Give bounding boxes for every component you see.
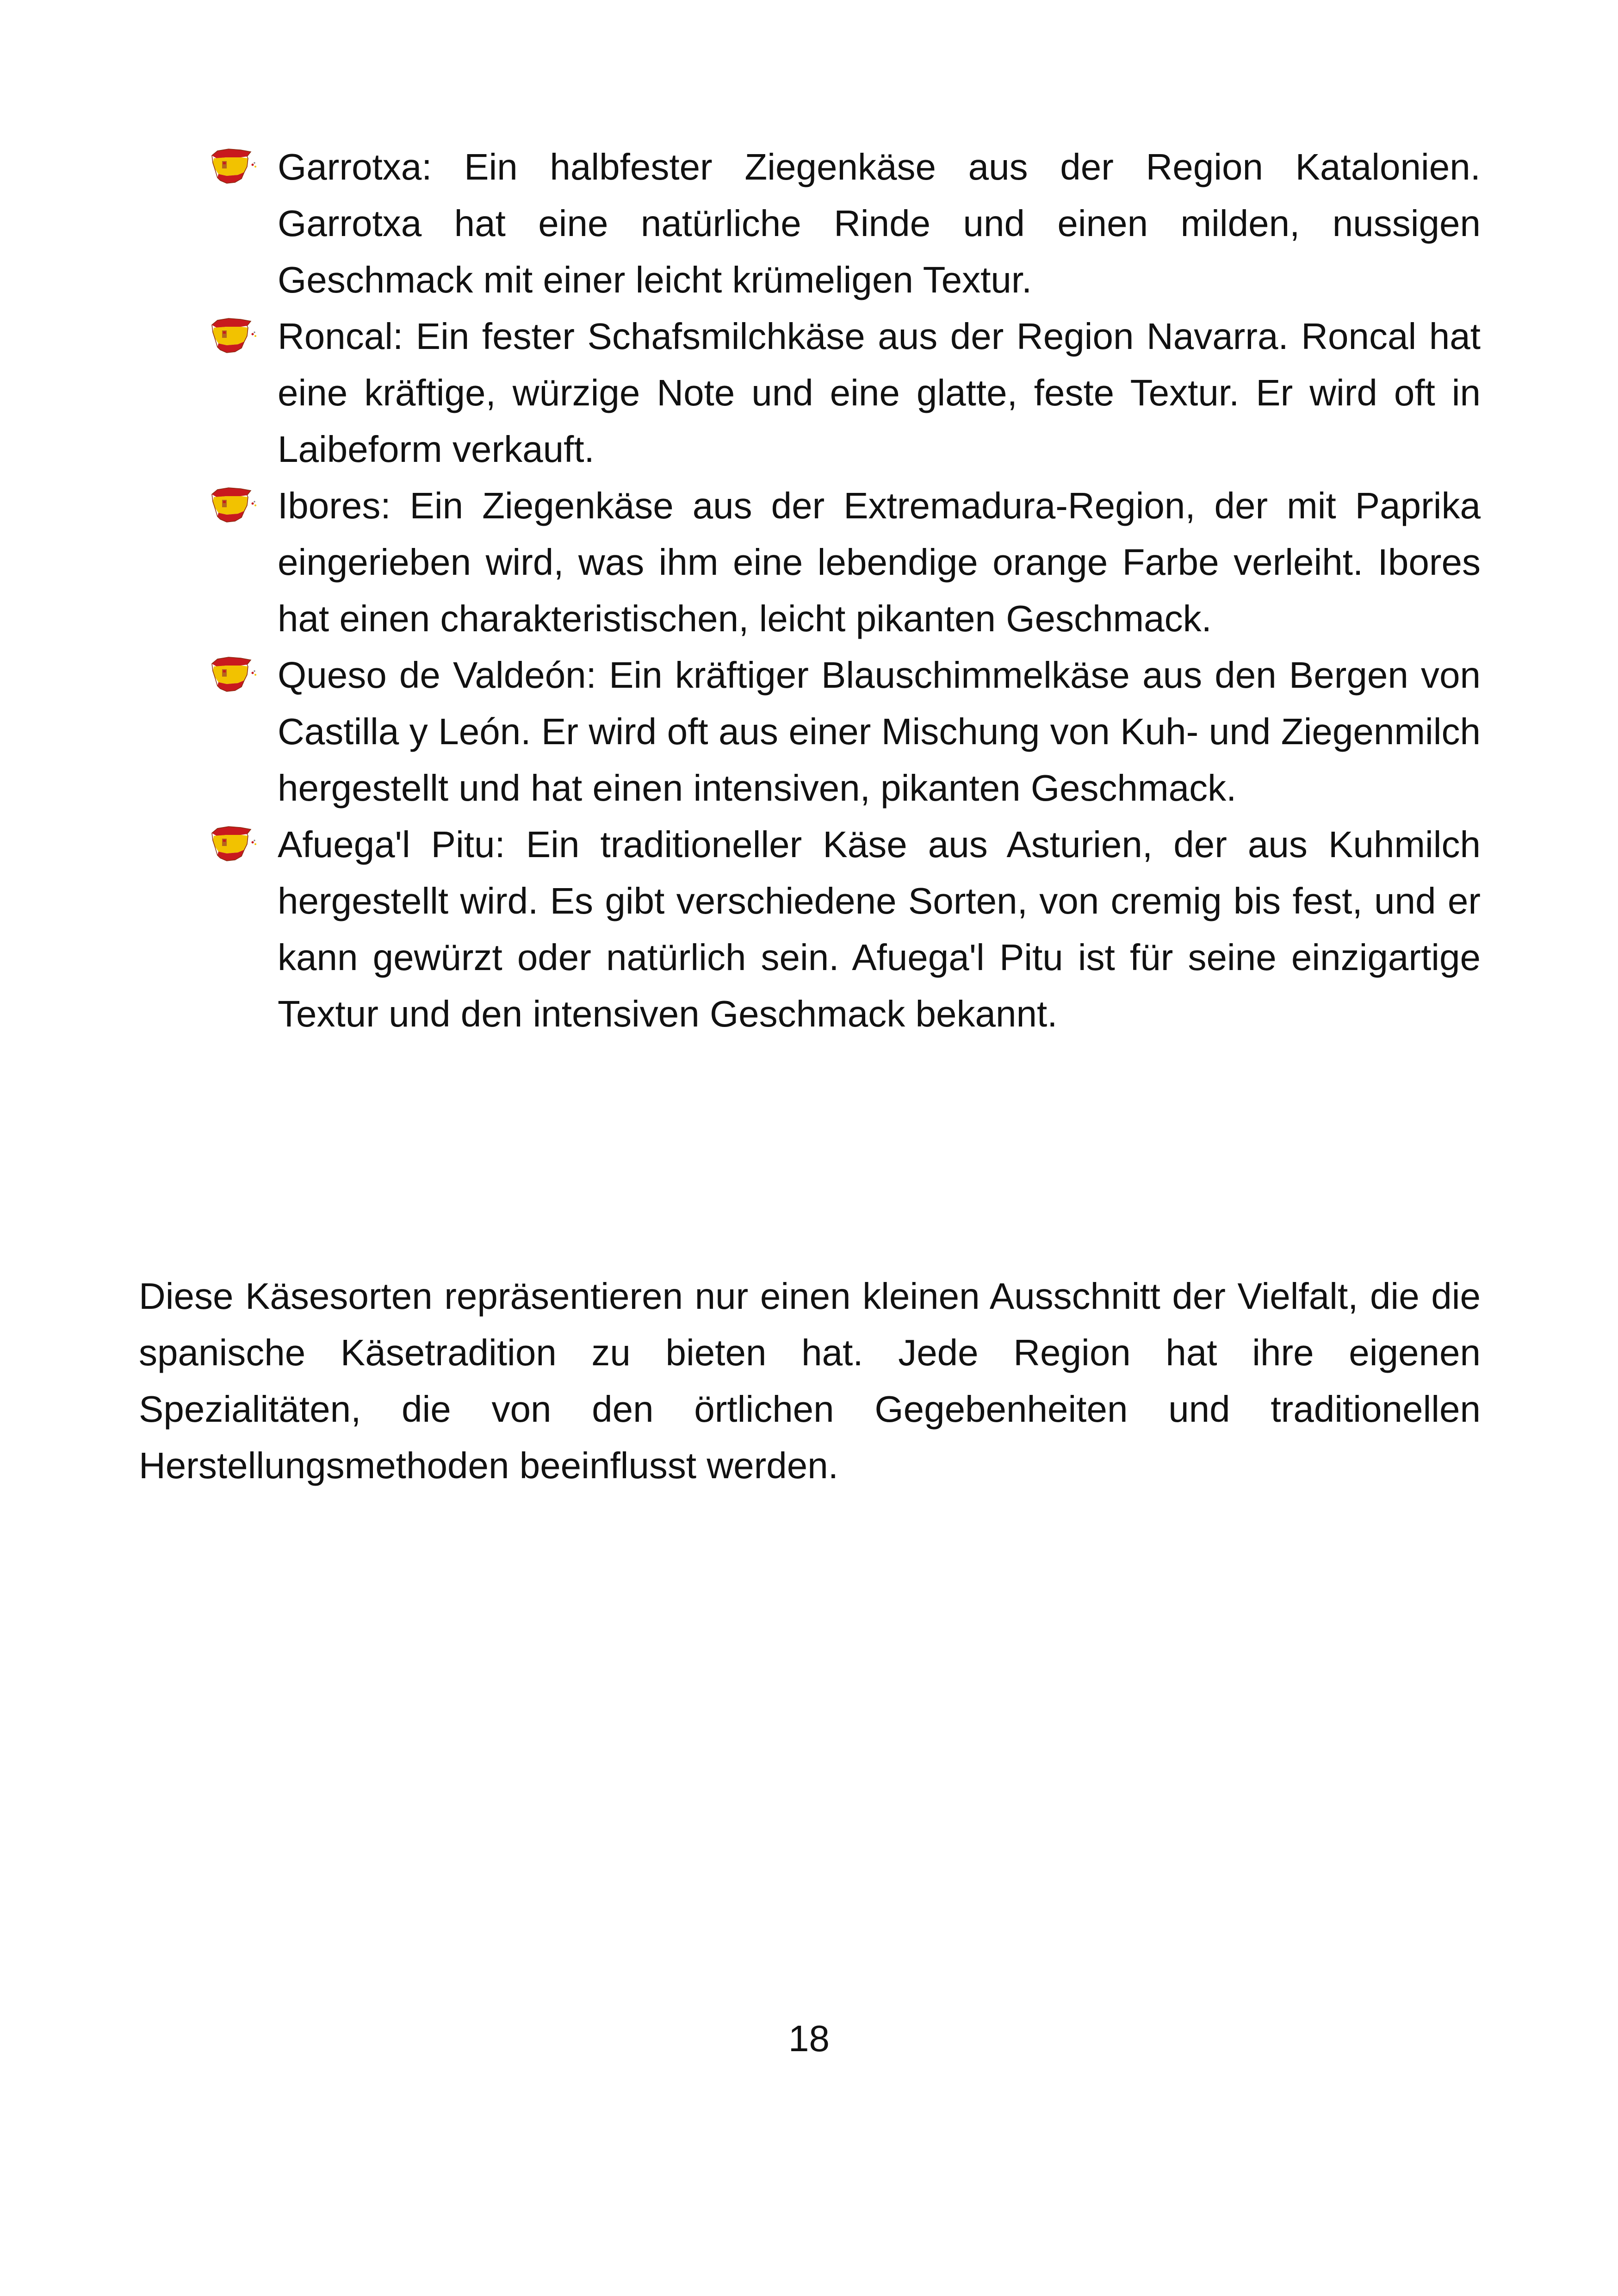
spain-flag-map-icon	[208, 484, 259, 526]
list-item-text: Garrotxa: Ein halbfester Ziegenkäse aus der Region Katalonien. Garrotxa hat eine natürliche Rinde und einen milden, nussigen Geschmack mit einer leicht krümeligen Textur.	[278, 146, 1481, 300]
list-item	[204, 308, 1481, 478]
list-item-text: Roncal: Ein fester Schafsmilchkäse aus der Region Navarra. Roncal hat eine kräftige, würzige Note und eine glatte, feste Textur. Er wird oft in Laibeform verkauft.	[278, 316, 1481, 470]
spain-flag-map-icon	[208, 823, 259, 865]
list-item	[204, 139, 1481, 308]
spain-flag-map-icon	[208, 145, 259, 187]
list-item	[204, 816, 1481, 1042]
list-item-text: Ibores: Ein Ziegenkäse aus der Extremadura-Region, der mit Paprika eingerieben wird, was ihm eine lebendige orange Farbe verleiht. Ibores hat einen charakteristischen, leicht pikanten Geschmack.	[278, 485, 1481, 639]
cheese-list	[204, 139, 1481, 1042]
spain-flag-map-icon	[208, 653, 259, 695]
list-item	[204, 478, 1481, 647]
list-item-text: Afuega'l Pitu: Ein traditioneller Käse aus Asturien, der aus Kuhmilch hergestellt wird. Es gibt verschiedene Sorten, von cremig bis fest, und er kann gewürzt oder natürlich sein. Afuega'l Pitu ist für seine einzigartige Textur und den intensiven Geschmack bekannt.	[278, 824, 1481, 1034]
page-number: 18	[788, 2018, 830, 2059]
list-item	[204, 647, 1481, 816]
closing-paragraph: Diese Käsesorten repräsentieren nur einen kleinen Ausschnitt der Vielfalt, die die spanische Käsetradition zu bieten hat. Jede Region hat ihre eigenen Spezialitäten, die von den örtlichen Gegebenheiten und traditionellen Herstellungsmethoden beeinflusst werden.	[139, 1276, 1481, 1486]
spain-flag-map-icon	[208, 315, 259, 356]
list-item-text: Queso de Valdeón: Ein kräftiger Blauschimmelkäse aus den Bergen von Castilla y León. Er wird oft aus einer Mischung von Kuh- und Ziegenmilch hergestellt und hat einen intensiven, pikanten Geschmack.	[278, 654, 1481, 809]
